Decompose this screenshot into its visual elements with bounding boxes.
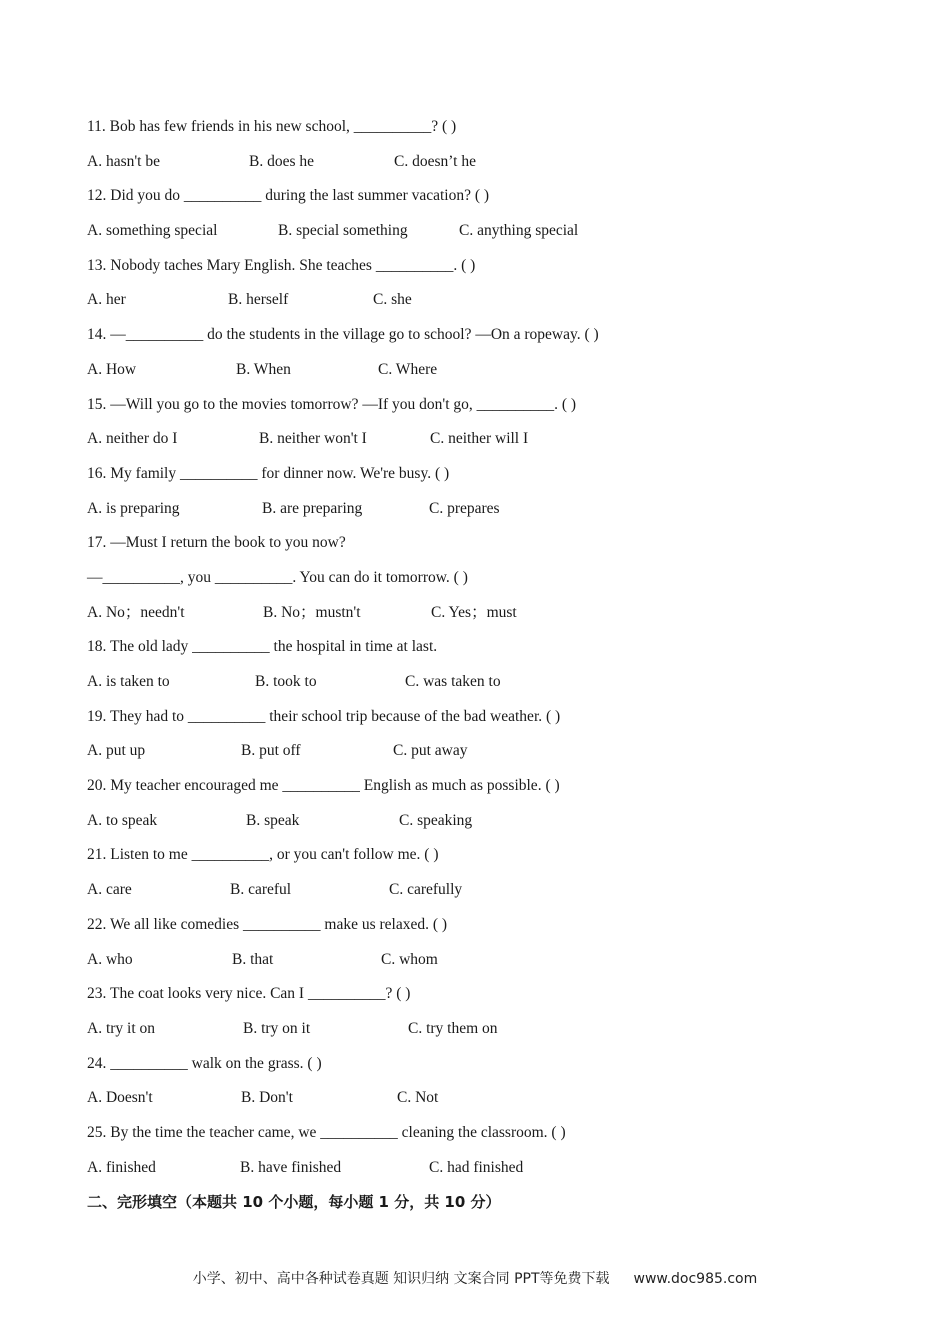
option-a: A. Doesn't: [87, 1089, 153, 1107]
question-stem-12: 12. Did you do __________ during the last summer vacation? ( ): [87, 187, 490, 205]
question-stem-17-reply: —__________, you __________. You can do it tomorrow. ( ): [87, 568, 468, 586]
question-options-25: [87, 1151, 887, 1186]
question-stem-15: 15. —Will you go to the movies tomorrow? —If you don't go, __________. ( ): [87, 395, 577, 413]
option-b: B. herself: [228, 291, 289, 309]
question-options-22: [87, 943, 887, 978]
option-a: A. something special: [87, 222, 218, 240]
section-heading: 二、完形填空（本题共 10 个小题，每小题 1 分，共 10 分）: [87, 1193, 501, 1212]
option-a: A. is taken to: [87, 673, 170, 690]
question-options-19: [87, 734, 887, 769]
question-options-18: [87, 665, 887, 700]
question-stem-20: 20. My teacher encouraged me __________ English as much as possible. ( ): [87, 777, 560, 795]
question-stem-17: 17. —Must I return the book to you now?: [87, 534, 346, 552]
question-stem-21: 21. Listen to me __________, or you can't follow me. ( ): [87, 846, 439, 864]
option-c: C. try them on: [408, 1019, 498, 1037]
question-options-24: [87, 1081, 887, 1116]
option-c: C. she: [373, 291, 412, 309]
option-b: B. that: [232, 950, 274, 968]
option-b: B. When: [236, 360, 291, 378]
option-a: A. neither do I: [87, 430, 178, 448]
option-b: B. try on it: [243, 1019, 311, 1037]
option-a: A. to speak: [87, 811, 158, 829]
option-c: C. prepares: [429, 499, 500, 517]
option-c: C. was taken to: [405, 673, 501, 690]
option-c: C. Where: [378, 360, 438, 378]
option-c: C. doesn’t he: [394, 152, 476, 170]
option-a: A. No；needn't: [87, 603, 185, 621]
option-c: C. anything special: [459, 222, 579, 240]
question-stem-18: 18. The old lady __________ the hospital in time at last.: [87, 638, 438, 656]
question-options-23: [87, 1012, 887, 1047]
option-c: C. had finished: [429, 1158, 524, 1176]
question-options-15: [87, 422, 887, 457]
question-stem-16: 16. My family __________ for dinner now. We're busy. ( ): [87, 464, 450, 482]
question-stem-13: 13. Nobody taches Mary English. She teaches __________. ( ): [87, 256, 476, 274]
option-c: C. carefully: [389, 881, 463, 899]
question-stem-22: 22. We all like comedies __________ make us relaxed. ( ): [87, 915, 448, 933]
option-a: A. try it on: [87, 1019, 156, 1037]
question-options-13: [87, 283, 887, 318]
question-options-12: [87, 214, 887, 249]
option-b: B. Don't: [241, 1089, 293, 1107]
option-c: C. speaking: [399, 811, 473, 829]
footer-text: 小学、初中、高中各种试卷真题 知识归纳 文案合同 PPT等免费下载: [192, 1271, 610, 1287]
question-options-20: [87, 804, 887, 839]
question-options-21: [87, 873, 887, 908]
option-b: B. careful: [230, 881, 292, 899]
question-options-14: [87, 353, 887, 388]
page-footer: [0, 1268, 950, 1288]
option-a: A. care: [87, 881, 132, 899]
option-b: B. neither won't I: [259, 430, 367, 448]
option-a: A. who: [87, 950, 133, 968]
option-b: B. speak: [246, 811, 300, 829]
option-b: B. have finished: [240, 1158, 342, 1176]
option-c: C. neither will I: [430, 430, 529, 448]
option-b: B. put off: [241, 742, 301, 760]
option-a: A. How: [87, 360, 137, 378]
option-a: A. finished: [87, 1158, 156, 1176]
question-options-17: [87, 596, 887, 631]
option-a: A. hasn't be: [87, 152, 160, 170]
question-stem-14: 14. —__________ do the students in the village go to school? —On a ropeway. ( ): [87, 326, 599, 344]
option-c: C. Yes；must: [431, 603, 517, 621]
question-options-11: [87, 145, 887, 180]
option-c: C. whom: [381, 950, 438, 968]
question-stem-19: 19. They had to __________ their school trip because of the bad weather. ( ): [87, 707, 561, 725]
option-c: C. Not: [397, 1089, 439, 1107]
option-b: B. took to: [255, 673, 317, 690]
option-b: B. does he: [249, 152, 315, 170]
question-stem-24: 24. __________ walk on the grass. ( ): [87, 1054, 322, 1072]
option-b: B. special something: [278, 222, 408, 240]
option-a: A. is preparing: [87, 499, 180, 517]
option-a: A. her: [87, 291, 126, 309]
question-options-16: [87, 492, 887, 527]
question-stem-25: 25. By the time the teacher came, we __________ cleaning the classroom. ( ): [87, 1123, 566, 1141]
question-list: [87, 110, 887, 1220]
footer-site: www.doc985.com: [633, 1271, 758, 1287]
question-stem-11: 11. Bob has few friends in his new school, __________? ( ): [87, 118, 457, 135]
option-b: B. No；mustn't: [263, 603, 361, 621]
option-a: A. put up: [87, 742, 146, 760]
option-b: B. are preparing: [262, 499, 363, 517]
question-stem-23: 23. The coat looks very nice. Can I __________? ( ): [87, 985, 411, 1003]
option-c: C. put away: [393, 742, 468, 760]
